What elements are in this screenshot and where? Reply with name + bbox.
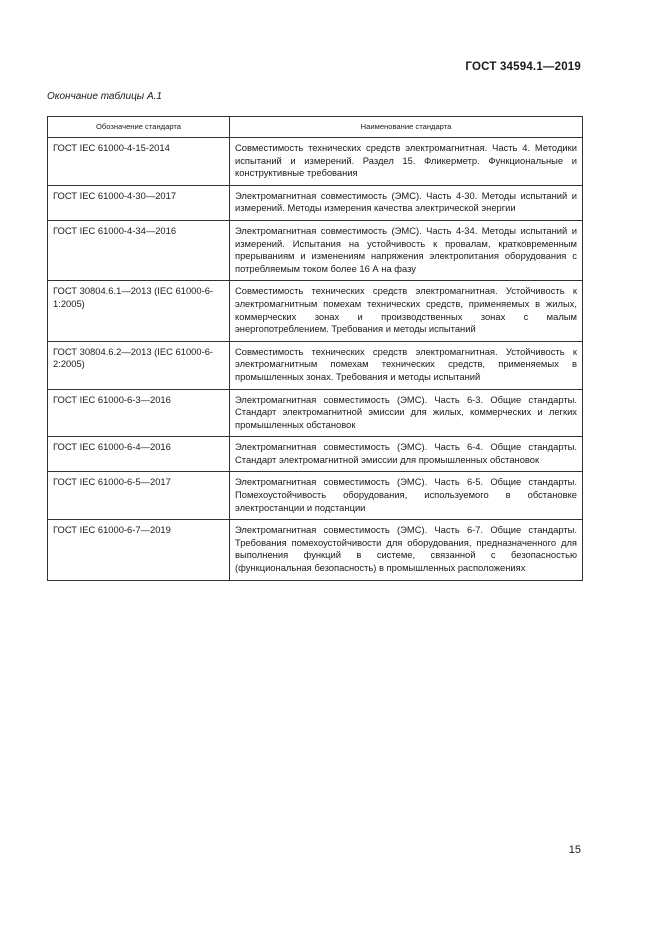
table-row (48, 389, 583, 437)
standard-name: Совместимость технических средств электромагнитная. Устойчивость к электромагнитным помехам технических средств, применяемых в жилых, коммерческих зонах и производственных зонах с малым энергопотреблением. Требования и методы испытаний (230, 281, 583, 341)
standard-name: Электромагнитная совместимость (ЭМС). Часть 6-5. Общие стандарты. Помехоустойчивость оборудования, используемого в обстановке электростанции и подстанции (230, 472, 583, 520)
standard-code: ГОСТ 30804.6.1—2013 (IEC 61000-6-1:2005) (48, 281, 230, 341)
standard-code: ГОСТ IEC 61000-6-3—2016 (48, 389, 230, 437)
table-row (48, 138, 583, 186)
table-header-row (48, 117, 583, 138)
table-row (48, 341, 583, 389)
standards-table (47, 116, 583, 581)
standard-name: Электромагнитная совместимость (ЭМС). Часть 6-3. Общие стандарты. Стандарт электромагнитной эмиссии для жилых, коммерческих и легких промышленных обстановок (230, 389, 583, 437)
table-caption: Окончание таблицы А.1 (47, 91, 162, 102)
page-number: 15 (568, 844, 581, 856)
standard-code: ГОСТ IEC 61000-6-5—2017 (48, 472, 230, 520)
standard-code: ГОСТ IEC 61000-6-4—2016 (48, 437, 230, 472)
column-header-code: Обозначение стандарта (48, 117, 230, 138)
table-row (48, 281, 583, 341)
standard-code: ГОСТ 30804.6.2—2013 (IEC 61000-6-2:2005) (48, 341, 230, 389)
standard-code: ГОСТ IEC 61000-4-30—2017 (48, 185, 230, 220)
column-header-name: Наименование стандарта (230, 117, 583, 138)
document-code: ГОСТ 34594.1—2019 (465, 61, 581, 73)
standard-name: Электромагнитная совместимость (ЭМС). Часть 4-34. Методы испытаний и измерений. Испытания на устойчивость к провалам, кратковременным прерываниям и изменениям напряжения электропитания оборудования с потребляемым током более 16 А на фазу (230, 220, 583, 280)
standard-name: Совместимость технических средств электромагнитная. Устойчивость к электромагнитным помехам технических средств, применяемых в промышленных зонах. Требования и методы испытаний (230, 341, 583, 389)
standard-name: Электромагнитная совместимость (ЭМС). Часть 4-30. Методы испытаний и измерений. Методы измерения качества электрической энергии (230, 185, 583, 220)
standard-code: ГОСТ IEC 61000-4-15-2014 (48, 138, 230, 186)
standard-code: ГОСТ IEC 61000-6-7—2019 (48, 520, 230, 580)
table-row (48, 520, 583, 580)
table-row (48, 185, 583, 220)
table-row (48, 472, 583, 520)
table-row (48, 220, 583, 280)
standard-name: Электромагнитная совместимость (ЭМС). Часть 6-7. Общие стандарты. Требования помехоустойчивости для оборудования, предназначенного для выполнения функций в системе, связанной с безопасностью (функциональная безопасность) в промышленных расположениях (230, 520, 583, 580)
standard-code: ГОСТ IEC 61000-4-34—2016 (48, 220, 230, 280)
standard-name: Электромагнитная совместимость (ЭМС). Часть 6-4. Общие стандарты. Стандарт электромагнитной эмиссии для промышленных обстановок (230, 437, 583, 472)
table-row (48, 437, 583, 472)
standard-name: Совместимость технических средств электромагнитная. Часть 4. Методики испытаний и измерений. Раздел 15. Фликерметр. Функциональные и конструктивные требования (230, 138, 583, 186)
